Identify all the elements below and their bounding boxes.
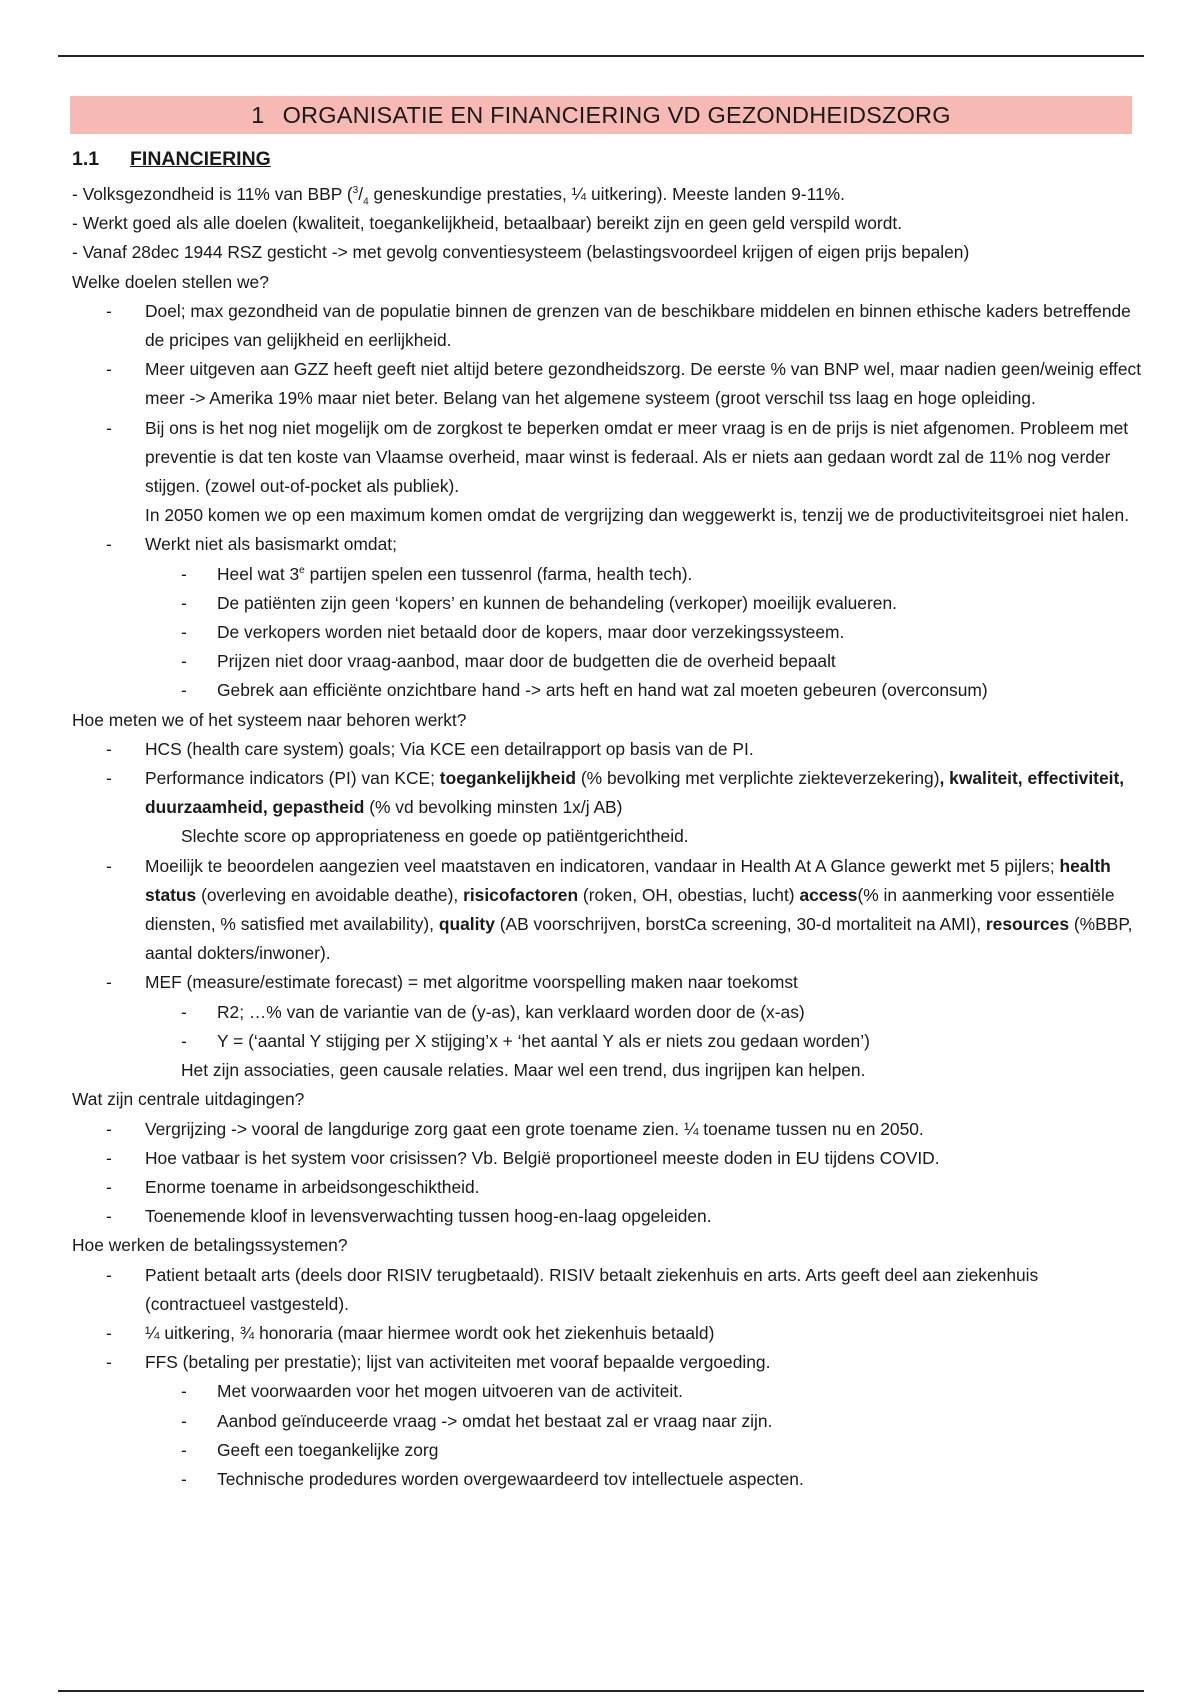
document-body (72, 180, 1142, 1494)
footer-rule (58, 1690, 1144, 1692)
section-number: 1.1 (72, 148, 100, 170)
section-title: FINANCIERING (130, 148, 271, 170)
bullet-item: - Meer uitgeven aan GZZ heeft geeft niet altijd betere gezondheidszorg. De eerste % van BNP wel, maar nadien geen/weinig effect meer -> Amerika 19% maar niet beter. Belang van het algemene systeem (groot verschil tss laag en hoge opleiding. (72, 355, 1142, 413)
intro-text: - Volksgezondheid is 11% van BBP ( (72, 184, 353, 204)
bullet-item: - ¼ uitkering, ¾ honoraria (maar hiermee wordt ook het ziekenhuis betaald) (72, 1319, 1142, 1348)
chapter-title: ORGANISATIE EN FINANCIERING VD GEZONDHEIDSZORG (282, 102, 951, 128)
bullet-text: Moeilijk te beoordelen aangezien veel maatstaven en indicatoren, vandaar in Health At A Glance gewerkt met 5 pijlers; (145, 855, 1060, 876)
bullet-text: (AB voorschrijven, borstCa screening, 30-d mortaliteit na AMI), (494, 914, 986, 935)
bullet-text: Performance indicators (PI) van KCE; (145, 768, 440, 789)
bold-term: health status (145, 855, 1111, 905)
chapter-number: 1 (251, 102, 265, 128)
bullet-item: - Werkt niet als basismarkt omdat; (72, 530, 1142, 559)
intro-paragraph: - Vanaf 28dec 1944 RSZ gesticht -> met gevolg conventiesysteem (belastingsvoordeel krijgen of eigen prijs bepalen) (72, 242, 970, 263)
bullet-item: - Bij ons is het nog niet mogelijk om de zorgkost te beperken omdat er meer vraag is en de prijs is niet afgenomen. Probleem met preventie is dat ten koste van Vlaamse overheid, maar winst is federaal. Als er niets aan gedaan wordt zal de 11% nog verder stijgen. (zowel out-of-pocket als publiek). (72, 414, 1142, 502)
sub-bullet-item: - Aanbod geïnduceerde vraag -> omdat het bestaat zal er vraag naar zijn. (72, 1407, 1142, 1436)
bullet-item: - Patient betaalt arts (deels door RISIV terugbetaald). RISIV betaalt ziekenhuis en arts. Arts geeft deel aan ziekenhuis (contractueel vastgesteld). (72, 1261, 1142, 1319)
sub-bullet-item: - Geeft een toegankelijke zorg (72, 1436, 1142, 1465)
bullet-item: - MEF (measure/estimate forecast) = met algoritme voorspelling maken naar toekomst (72, 968, 1142, 997)
document-page (72, 96, 1142, 1494)
bullet-text: (% vd bevolking minsten 1x/j AB) (364, 797, 623, 818)
header-rule (58, 55, 1144, 57)
bold-term: risicofactoren (463, 884, 579, 905)
intro-paragraph (72, 180, 1142, 209)
sub-bullet-item: - Technische prodedures worden overgewaardeerd tov intellectuele aspecten. (72, 1465, 1142, 1494)
bullet-note: Slechte score op appropriateness en goede op patiëntgerichtheid. (181, 826, 689, 847)
bullet-item (72, 764, 1142, 822)
bold-term: access (799, 884, 858, 905)
sub-bullet-item: - Met voorwaarden voor het mogen uitvoeren van de activiteit. (72, 1377, 1142, 1406)
bullet-item (72, 852, 1142, 969)
sub-bullet-item: - Prijzen niet door vraag-aanbod, maar door de budgetten die de overheid bepaalt (72, 647, 1142, 676)
bullet-text: (roken, OH, obestias, lucht) (578, 884, 800, 905)
bullet-continuation: In 2050 komen we op een maximum komen omdat de vergrijzing dan weggewerkt is, tenzij we de productiviteitsgroei niet halen. (145, 505, 1130, 526)
bullet-item: - HCS (health care system) goals; Via KCE een detailrapport op basis van de PI. (72, 735, 1142, 764)
bold-term: resources (985, 914, 1070, 935)
intro-text: geneskundige prestaties, ¼ uitkering). Meeste landen 9-11%. (368, 184, 845, 204)
bold-term: quality (438, 914, 495, 935)
bullet-text: (% bevolking met verplichte ziekteverzekering) (576, 768, 940, 789)
section-heading (72, 142, 1142, 176)
bullet-item: - Enorme toename in arbeidsongeschiktheid. (72, 1173, 1142, 1202)
bold-term: , (939, 768, 945, 789)
sub-bullet-item: - R2; …% van de variantie van de (y-as), kan verklaard worden door de (x-as) (72, 998, 1142, 1027)
chapter-heading (70, 96, 1132, 134)
sub-bullet-item: - Gebrek aan efficiënte onzichtbare hand -> arts heft en hand wat zal moeten gebeuren (overconsum) (72, 676, 1142, 705)
fraction-slash: / (358, 184, 364, 204)
bullet-text: (overleving en avoidable deathe), (196, 884, 464, 905)
sub-bullet-item: - De verkopers worden niet betaald door de kopers, maar door verzekingssysteem. (72, 618, 1142, 647)
bullet-text: (%BBP, aantal dokters/inwoner). (145, 914, 1133, 964)
question-heading: Hoe werken de betalingssystemen? (72, 1235, 348, 1256)
bullet-item: - Vergrijzing -> vooral de langdurige zorg gaat een grote toename zien. ¼ toename tussen nu en 2050. (72, 1115, 1142, 1144)
bullet-note: Het zijn associaties, geen causale relaties. Maar wel een trend, dus ingrijpen kan helpen. (181, 1060, 866, 1081)
question-heading: Wat zijn centrale uitdagingen? (72, 1089, 305, 1110)
sub-bullet-text: Heel wat 3 (217, 563, 300, 584)
bullet-item: - FFS (betaling per prestatie); lijst van activiteiten met vooraf bepaalde vergoeding. (72, 1348, 1142, 1377)
sub-bullet-item: - Y = (‘aantal Y stijging per X stijging’x + ‘het aantal Y als er niets zou gedaan worden’) (72, 1027, 1142, 1056)
question-heading: Welke doelen stellen we? (72, 271, 269, 292)
bullet-item: - Doel; max gezondheid van de populatie binnen de grenzen van de beschikbare middelen en binnen ethische kaders betreffende de pricipes van gelijkheid en eerlijkheid. (72, 297, 1142, 355)
sub-bullet-text: partijen spelen een tussenrol (farma, health tech). (304, 563, 693, 584)
fraction-denominator: 4 (363, 196, 369, 208)
question-heading: Hoe meten we of het systeem naar behoren werkt? (72, 709, 467, 730)
fraction-numerator: 3 (352, 185, 359, 197)
bold-term: kwaliteit, effectiviteit, duurzaamheid, gepastheid (145, 768, 1125, 818)
bold-term: toegankelijkheid (439, 768, 577, 789)
bullet-item: - Hoe vatbaar is het system voor crisissen? Vb. België proportioneel meeste doden in EU tijdens COVID. (72, 1144, 1142, 1173)
intro-paragraph: - Werkt goed als alle doelen (kwaliteit, toegankelijkheid, betaalbaar) bereikt zijn en geen geld verspild wordt. (72, 213, 903, 234)
sub-bullet-item: - De patiënten zijn geen ‘kopers’ en kunnen de behandeling (verkoper) moeilijk evalueren. (72, 589, 1142, 618)
superscript: e (299, 564, 305, 576)
bullet-text: (% in aanmerking voor essentiële diensten, % satisfied met availability), (145, 884, 1115, 935)
sub-bullet-item (72, 560, 1142, 589)
bullet-item: - Toenemende kloof in levensverwachting tussen hoog-en-laag opgeleiden. (72, 1202, 1142, 1231)
